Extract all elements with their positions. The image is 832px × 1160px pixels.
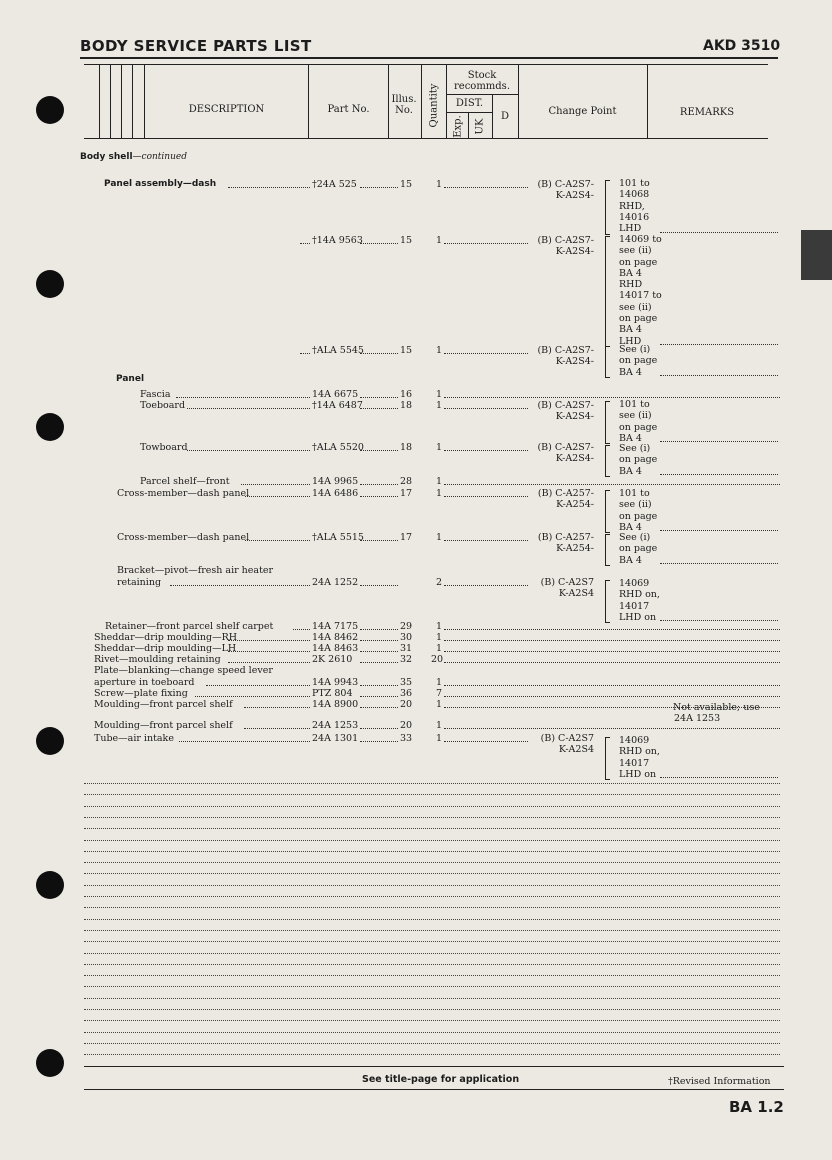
remark-line: RHD on,	[619, 746, 660, 758]
leader-dots	[170, 577, 310, 586]
binder-hole	[36, 871, 64, 899]
col-uk: UK	[474, 118, 486, 135]
leader-dots	[245, 532, 310, 541]
leader-dots	[444, 733, 528, 742]
row-description: Plate—blanking—change speed lever	[94, 665, 273, 676]
col-divider	[99, 64, 100, 138]
remark-line: see (ii)	[619, 301, 652, 313]
col-part-no: Part No.	[327, 104, 370, 115]
leader-dots	[660, 224, 778, 233]
remark-line: See (i)	[619, 344, 651, 355]
binder-hole	[36, 1049, 64, 1077]
change-point-line: (B) C-A2S7	[540, 733, 594, 744]
row-description: Panel	[116, 374, 145, 384]
row-description: Fascia	[140, 389, 171, 400]
change-point-line: K-A2S4-	[555, 453, 594, 464]
blank-line	[84, 1009, 780, 1010]
col-divider	[110, 64, 111, 138]
remark-block	[619, 178, 650, 234]
row-illus-no: 17	[400, 488, 413, 499]
row-part-no: 14A 8900	[312, 699, 359, 710]
leader-dots	[360, 532, 398, 541]
remark-line: RHD,	[619, 200, 645, 212]
blank-line	[84, 964, 780, 965]
row-quantity: 1	[436, 389, 443, 400]
row-part-no: 14A 8462	[312, 632, 359, 643]
change-point-line: K-A254-	[556, 543, 594, 554]
row-quantity: 1	[436, 235, 443, 246]
section-title-suffix: —continued	[132, 152, 187, 162]
col-stock: Stock recommds.	[454, 70, 510, 92]
row-illus-no: 28	[400, 476, 413, 487]
section-title	[80, 152, 187, 162]
leader-dots	[444, 643, 780, 652]
remark-line: LHD on	[619, 611, 657, 623]
remark-brace	[605, 236, 610, 347]
leader-dots	[444, 488, 528, 497]
page-title: BODY SERVICE PARTS LIST	[80, 37, 312, 55]
row-quantity: 1	[436, 621, 443, 632]
col-quantity: Quantity	[428, 83, 440, 128]
col-change-point: Change Point	[548, 106, 617, 117]
section-title-text: Body shell	[80, 152, 133, 162]
leader-dots	[660, 433, 778, 442]
leader-dots	[360, 345, 398, 354]
leader-dots	[660, 769, 778, 778]
leader-dots	[444, 621, 780, 630]
blank-line	[84, 953, 780, 954]
row-part-no: 2K 2610	[312, 654, 353, 665]
row-quantity: 1	[436, 677, 443, 688]
blank-line	[84, 986, 780, 987]
leader-dots	[187, 400, 310, 409]
blank-line	[84, 806, 780, 807]
row-illus-no: 15	[400, 179, 413, 190]
change-point	[520, 488, 594, 510]
footer-application: See title-page for application	[362, 1074, 520, 1085]
remark-brace	[605, 401, 610, 444]
table-top-rule	[84, 64, 768, 65]
row-part-no: 14A 9943	[312, 677, 359, 688]
row-part-no: 14A 6486	[312, 488, 359, 499]
leader-dots	[444, 389, 780, 398]
col-d: D	[500, 111, 510, 122]
row-description: Sheddar—drip moulding—RH	[94, 632, 238, 643]
row-part-no: †ALA 5545	[312, 345, 364, 356]
blank-line	[84, 840, 780, 841]
remark-line: 101 to	[619, 488, 650, 499]
leader-dots	[187, 442, 310, 451]
change-point	[520, 733, 594, 755]
table-head-bottom-rule	[84, 138, 768, 139]
row-illus-no: 20	[400, 699, 413, 710]
col-divider	[518, 64, 519, 138]
row-part-no: †24A 525	[312, 179, 357, 190]
change-point-line: K-A2S4	[558, 588, 594, 599]
change-point	[520, 235, 594, 257]
remark-line: LHD	[619, 335, 642, 347]
row-illus-no: 18	[400, 400, 413, 411]
leader-dots	[244, 720, 310, 729]
remark-line: 14069 to	[619, 234, 662, 245]
leader-dots	[444, 179, 528, 188]
blank-line	[84, 907, 780, 908]
leader-dots	[228, 632, 310, 641]
row-quantity: 1	[436, 699, 443, 710]
col-divider	[647, 64, 648, 138]
remark-line: RHD on,	[619, 589, 660, 601]
leader-dots	[444, 235, 528, 244]
section-tab-marker	[801, 230, 832, 280]
blank-line	[84, 1043, 780, 1044]
binder-hole	[36, 96, 64, 124]
document-code: AKD 3510	[703, 38, 781, 54]
blank-line	[84, 1054, 780, 1055]
remark-line: BA 4	[619, 366, 642, 378]
col-divider	[468, 112, 469, 138]
row-quantity: 1	[436, 476, 443, 487]
change-point	[520, 532, 594, 554]
remark-brace	[605, 737, 610, 780]
leader-dots	[206, 677, 310, 686]
blank-line	[84, 794, 780, 795]
change-point	[520, 577, 594, 599]
remark-line: BA 4	[619, 324, 642, 336]
leader-dots	[300, 235, 310, 244]
blank-line	[84, 817, 780, 818]
col-divider	[121, 64, 122, 138]
row-part-no: 14A 8463	[312, 643, 359, 654]
blank-line	[84, 862, 780, 863]
row-illus-no: 20	[400, 720, 413, 731]
remark-block	[619, 399, 657, 444]
row-part-no: †14A 9563	[312, 235, 363, 246]
blank-line	[84, 1020, 780, 1021]
remark-line: 14069	[619, 735, 650, 746]
remark-line: on page	[619, 510, 658, 522]
leader-dots	[300, 345, 310, 354]
remark-line: RHD	[619, 279, 643, 291]
blank-line	[84, 1032, 780, 1033]
blank-line	[84, 783, 780, 784]
row-part-no: PTZ 804	[312, 688, 353, 699]
remark-line: LHD	[619, 223, 642, 235]
leader-dots	[195, 688, 310, 697]
blank-line	[84, 828, 780, 829]
col-exp: Exp.	[452, 115, 464, 138]
row-description: Retainer—front parcel shelf carpet	[105, 621, 274, 632]
change-point-line: (B) C-A2S7-	[537, 345, 594, 356]
row-part-no: †ALA 5520	[312, 442, 364, 453]
row-illus-no: 31	[400, 643, 413, 654]
blank-line	[84, 896, 780, 897]
remark-line: 14017 to	[619, 290, 662, 302]
leader-dots	[360, 654, 398, 663]
footer-revised: †Revised Information	[668, 1076, 771, 1087]
change-point-line: K-A254-	[556, 499, 594, 510]
row-description: Toeboard	[140, 400, 186, 411]
col-description: DESCRIPTION	[188, 104, 265, 115]
leader-dots	[360, 733, 398, 742]
change-point-line: K-A2S4-	[555, 246, 594, 257]
row-illus-no: 15	[400, 235, 413, 246]
change-point-line: (B) C-A2S7	[540, 577, 594, 588]
leader-dots	[360, 677, 398, 686]
col-divider	[421, 64, 422, 138]
row-quantity: 1	[436, 345, 443, 356]
row-part-no: 24A 1253	[312, 720, 359, 731]
leader-dots	[444, 632, 780, 641]
row-illus-no: 17	[400, 532, 413, 543]
row-description: Bracket—pivot—fresh air heater	[117, 565, 274, 576]
blank-line	[84, 873, 780, 874]
row-part-no: †ALA 5515	[312, 532, 364, 543]
leader-dots	[360, 488, 398, 497]
row-description: Towboard	[140, 442, 188, 453]
leader-dots	[444, 577, 528, 586]
leader-dots	[660, 367, 778, 376]
row-illus-no: 29	[400, 621, 413, 632]
row-quantity: 20	[431, 654, 444, 665]
row-quantity: 1	[436, 733, 443, 744]
remark-line: see (ii)	[619, 499, 652, 511]
row-description: Cross-member—dash panel	[117, 488, 250, 499]
col-divider	[144, 64, 145, 138]
remark-line: on page	[619, 355, 658, 367]
leader-dots	[444, 532, 528, 541]
remark-block	[619, 532, 657, 566]
col-remarks: REMARKS	[679, 107, 735, 118]
leader-dots	[360, 179, 398, 188]
binder-hole	[36, 270, 64, 298]
row-description: Rivet—moulding retaining	[94, 654, 221, 665]
leader-dots	[293, 621, 310, 630]
remark-note-line: Not available; use	[673, 702, 760, 713]
row-description: Moulding—front parcel shelf	[94, 720, 233, 731]
remark-line: 101 to	[619, 399, 650, 410]
leader-dots	[444, 688, 780, 697]
change-point-line: (B) C-A2S7-	[537, 179, 594, 190]
row-part-no: 14A 7175	[312, 621, 359, 632]
leader-dots	[360, 577, 398, 586]
leader-dots	[360, 235, 398, 244]
remark-line: see (ii)	[619, 245, 652, 257]
remark-line: on page	[619, 256, 658, 268]
row-illus-no: 16	[400, 389, 413, 400]
col-dist: DIST.	[455, 98, 484, 109]
leader-dots	[241, 476, 310, 485]
row-description: aperture in toeboard	[94, 677, 195, 688]
remark-line: BA 4	[619, 554, 642, 566]
row-description: Parcel shelf—front	[140, 476, 230, 487]
row-quantity: 1	[436, 632, 443, 643]
row-description: Tube—air intake	[94, 733, 174, 744]
row-quantity: 1	[436, 442, 443, 453]
row-quantity: 1	[436, 179, 443, 190]
page-number: BA 1.2	[729, 1098, 784, 1116]
footer-bottom-rule	[84, 1089, 784, 1090]
row-quantity: 1	[436, 720, 443, 731]
col-divider	[308, 64, 309, 138]
row-quantity: 7	[436, 688, 443, 699]
remark-line: on page	[619, 421, 658, 433]
row-description: retaining	[117, 577, 162, 588]
remark-brace	[605, 346, 610, 378]
change-point-line: K-A2S4-	[555, 411, 594, 422]
leader-dots	[228, 643, 310, 652]
change-point-line: K-A2S4-	[555, 356, 594, 367]
remark-note-line: 24A 1253	[674, 713, 721, 725]
change-point	[520, 442, 594, 464]
change-point-line: (B) C-A2S7-	[537, 442, 594, 453]
leader-dots	[660, 466, 778, 475]
row-part-no: 24A 1252	[312, 577, 359, 588]
remark-brace	[605, 445, 610, 477]
col-divider	[388, 64, 389, 138]
leader-dots	[360, 632, 398, 641]
leader-dots	[444, 654, 780, 663]
row-description: Cross-member—dash panel	[117, 532, 250, 543]
leader-dots	[360, 621, 398, 630]
leader-dots	[360, 688, 398, 697]
row-quantity: 1	[436, 400, 443, 411]
change-point-line: (B) C-A2S7-	[537, 235, 594, 246]
row-illus-no: 33	[400, 733, 413, 744]
remark-line: 14068	[619, 189, 650, 201]
remark-line: 14017	[619, 757, 650, 769]
row-part-no: †14A 6487	[312, 400, 363, 411]
remark-line: 101 to	[619, 178, 650, 189]
leader-dots	[660, 612, 778, 621]
remark-line: on page	[619, 313, 658, 325]
remark-block	[619, 443, 657, 477]
row-part-no: 14A 9965	[312, 476, 359, 487]
remark-line: BA 4	[619, 432, 642, 444]
remark-line: on page	[619, 543, 658, 555]
leader-dots	[360, 389, 398, 398]
blank-line	[84, 998, 780, 999]
blank-line	[84, 975, 780, 976]
change-point-line: K-A2S4	[558, 744, 594, 755]
leader-dots	[444, 677, 780, 686]
blank-line	[84, 930, 780, 931]
remark-line: See (i)	[619, 443, 651, 454]
leader-dots	[444, 400, 528, 409]
remark-line: on page	[619, 454, 658, 466]
remark-line: see (ii)	[619, 410, 652, 422]
leader-dots	[360, 643, 398, 652]
row-description: Panel assembly—dash	[104, 179, 217, 189]
remark-line: LHD on	[619, 768, 657, 780]
remark-note	[673, 702, 760, 725]
remark-brace	[605, 180, 610, 235]
leader-dots	[444, 345, 528, 354]
row-illus-no: 32	[400, 654, 413, 665]
remark-line: 14017	[619, 600, 650, 612]
row-illus-no: 36	[400, 688, 413, 699]
remark-block	[619, 735, 660, 780]
remark-brace	[605, 580, 610, 623]
leader-dots	[444, 476, 780, 485]
row-description: Moulding—front parcel shelf	[94, 699, 233, 710]
remark-block	[619, 234, 662, 347]
col-divider	[132, 64, 133, 138]
remark-block	[619, 344, 657, 378]
binder-hole	[36, 413, 64, 441]
change-point-line: (B) C-A2S7-	[537, 400, 594, 411]
leader-dots	[176, 389, 310, 398]
leader-dots	[228, 654, 310, 663]
leader-dots	[660, 555, 778, 564]
remark-brace	[605, 534, 610, 566]
row-quantity: 1	[436, 532, 443, 543]
col-illus-no: Illus. No.	[391, 94, 417, 116]
row-description: Screw—plate fixing	[94, 688, 188, 699]
row-illus-no: 35	[400, 677, 413, 688]
row-illus-no: 30	[400, 632, 413, 643]
change-point-line: (B) C-A257-	[537, 532, 594, 543]
leader-dots	[179, 733, 310, 742]
leader-dots	[660, 522, 778, 531]
remark-block	[619, 578, 660, 623]
leader-dots	[444, 442, 528, 451]
row-illus-no: 18	[400, 442, 413, 453]
blank-line	[84, 941, 780, 942]
remark-line: BA 4	[619, 521, 642, 533]
remark-brace	[605, 490, 610, 533]
change-point	[520, 400, 594, 422]
row-quantity: 2	[436, 577, 443, 588]
leader-dots	[660, 336, 778, 345]
leader-dots	[360, 720, 398, 729]
leader-dots	[228, 179, 310, 188]
row-quantity: 1	[436, 643, 443, 654]
remark-line: See (i)	[619, 532, 651, 543]
change-point-line: K-A2S4-	[555, 190, 594, 201]
leader-dots	[244, 699, 310, 708]
change-point	[520, 179, 594, 201]
change-point	[520, 345, 594, 367]
remark-block	[619, 488, 657, 533]
remark-line: BA 4	[619, 267, 642, 279]
leader-dots	[360, 442, 398, 451]
binder-hole	[36, 727, 64, 755]
remark-line: 14016	[619, 211, 650, 223]
row-part-no: 14A 6675	[312, 389, 359, 400]
header-rule	[80, 57, 778, 59]
row-description: Sheddar—drip moulding—LH	[94, 643, 237, 654]
change-point-line: (B) C-A257-	[537, 488, 594, 499]
row-illus-no: 15	[400, 345, 413, 356]
blank-line	[84, 851, 780, 852]
row-quantity: 1	[436, 488, 443, 499]
blank-line	[84, 885, 780, 886]
leader-dots	[360, 400, 398, 409]
leader-dots	[245, 488, 310, 497]
footer-rule	[84, 1066, 784, 1067]
row-part-no: 24A 1301	[312, 733, 359, 744]
remark-line: BA 4	[619, 465, 642, 477]
leader-dots	[360, 476, 398, 485]
remark-line: 14069	[619, 578, 650, 589]
blank-line	[84, 919, 780, 920]
col-divider	[492, 94, 493, 138]
stock-divider	[446, 94, 518, 95]
leader-dots	[360, 699, 398, 708]
